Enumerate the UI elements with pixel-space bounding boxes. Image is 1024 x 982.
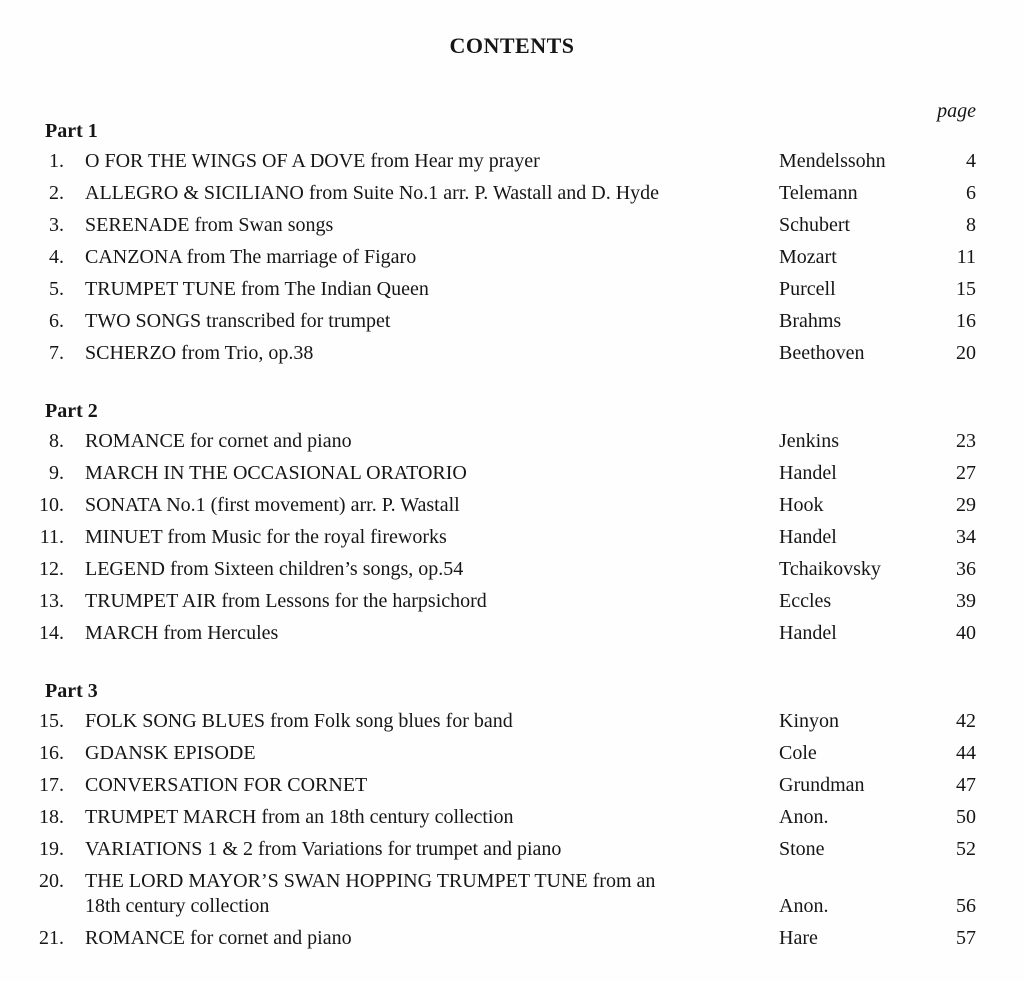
item-page: 20: [956, 342, 976, 364]
item-title: MARCH IN THE OCCASIONAL ORATORIO: [85, 462, 467, 484]
item-page: 40: [956, 622, 976, 644]
item-composer: Anon.: [779, 895, 829, 917]
item-number: 14.: [39, 622, 64, 644]
table-row: [30, 621, 976, 646]
item-page: 56: [956, 895, 976, 917]
item-title: SONATA No.1 (first movement) arr. P. Wastall: [85, 494, 460, 516]
item-composer: Grundman: [779, 774, 865, 796]
item-title: ROMANCE for cornet and piano: [85, 430, 352, 452]
item-number: 11.: [39, 526, 64, 548]
item-title-cell: [85, 773, 779, 798]
section: [30, 119, 976, 366]
item-title-cell: [85, 341, 779, 366]
item-title-cell: [85, 149, 779, 174]
table-row: [30, 181, 976, 206]
table-row: [30, 213, 976, 238]
page-column-label: page: [937, 100, 976, 122]
section-label: Part 3: [45, 680, 98, 702]
item-page: 15: [956, 278, 976, 300]
item-title: FOLK SONG BLUES from Folk song blues for band: [85, 710, 513, 732]
item-composer: Anon.: [779, 806, 829, 828]
table-row: [30, 277, 976, 302]
table-row: [30, 525, 976, 550]
item-page: 44: [956, 742, 976, 764]
item-title: ALLEGRO & SICILIANO from Suite No.1 arr. P. Wastall and D. Hyde: [85, 182, 660, 204]
item-title: TWO SONGS transcribed for trumpet: [85, 310, 391, 332]
item-title: O FOR THE WINGS OF A DOVE from Hear my prayer: [85, 150, 540, 172]
table-row: [30, 429, 976, 454]
item-page: 23: [956, 430, 976, 452]
item-number: 4.: [49, 246, 64, 268]
item-number: 16.: [39, 742, 64, 764]
table-row: [30, 309, 976, 334]
item-title-cell: [85, 589, 779, 614]
item-title-cell: [85, 181, 779, 206]
item-title: LEGEND from Sixteen children’s songs, op.54: [85, 558, 464, 580]
item-title-cell: [85, 621, 779, 646]
item-title-cell: [85, 926, 779, 951]
item-title: TRUMPET TUNE from The Indian Queen: [85, 278, 429, 300]
item-composer: Hare: [779, 927, 818, 949]
item-page: 16: [956, 310, 976, 332]
item-number: 20.: [39, 870, 64, 892]
item-composer: Brahms: [779, 310, 842, 332]
item-page: 6: [966, 182, 976, 204]
table-row: [30, 709, 976, 734]
item-number: 10.: [39, 494, 64, 516]
table-row: [30, 589, 976, 614]
item-number: 5.: [49, 278, 64, 300]
item-number: 9.: [49, 462, 64, 484]
table-row: [30, 869, 976, 919]
item-page: 39: [956, 590, 976, 612]
item-number: 13.: [39, 590, 64, 612]
item-title-cell: [85, 557, 779, 582]
item-title: VARIATIONS 1 & 2 from Variations for trumpet and piano: [85, 838, 562, 860]
item-number: 19.: [39, 838, 64, 860]
item-composer: Telemann: [779, 182, 858, 204]
item-title-cell: [85, 805, 779, 830]
table-row: [30, 741, 976, 766]
item-title-cell: [85, 493, 779, 518]
item-page: 47: [956, 774, 976, 796]
item-title: SCHERZO from Trio, op.38: [85, 342, 314, 364]
section: [30, 679, 976, 951]
item-page: 42: [956, 710, 976, 732]
table-row: [30, 341, 976, 366]
item-number: 7.: [49, 342, 64, 364]
item-title: TRUMPET AIR from Lessons for the harpsichord: [85, 590, 487, 612]
item-title: TRUMPET MARCH from an 18th century collection: [85, 806, 514, 828]
item-composer: Cole: [779, 742, 817, 764]
toc: [30, 119, 976, 951]
item-title: CANZONA from The marriage of Figaro: [85, 246, 417, 268]
item-page: 4: [966, 150, 976, 172]
item-title: GDANSK EPISODE: [85, 742, 256, 764]
item-title: ROMANCE for cornet and piano: [85, 927, 352, 949]
item-composer: Handel: [779, 622, 837, 644]
item-number: 3.: [49, 214, 64, 236]
item-page: 8: [966, 214, 976, 236]
item-title-cell: [85, 213, 779, 238]
item-composer: Stone: [779, 838, 825, 860]
item-composer: Beethoven: [779, 342, 865, 364]
item-title-cell: [85, 309, 779, 334]
table-row: [30, 245, 976, 270]
item-composer: Jenkins: [779, 430, 839, 452]
item-number: 12.: [39, 558, 64, 580]
item-page: 27: [956, 462, 976, 484]
table-row: [30, 926, 976, 951]
item-page: 50: [956, 806, 976, 828]
table-row: [30, 837, 976, 862]
table-row: [30, 805, 976, 830]
section-label: Part 1: [45, 120, 98, 142]
page-title: CONTENTS: [449, 33, 575, 58]
item-page: 34: [956, 526, 976, 548]
item-composer: Purcell: [779, 278, 836, 300]
item-composer: Handel: [779, 462, 837, 484]
item-title-cell: [85, 277, 779, 302]
item-title: CONVERSATION FOR CORNET: [85, 774, 368, 796]
item-title-cell: [85, 709, 779, 734]
table-row: [30, 149, 976, 174]
section: [30, 399, 976, 646]
item-composer: Hook: [779, 494, 824, 516]
section-label: Part 2: [45, 400, 98, 422]
item-page: 52: [956, 838, 976, 860]
item-title: MINUET from Music for the royal fireworks: [85, 526, 447, 548]
item-title: MARCH from Hercules: [85, 622, 279, 644]
item-title-cell: [85, 429, 779, 454]
item-number: 8.: [49, 430, 64, 452]
item-title-line2: 18th century collection: [85, 895, 270, 917]
table-row: [30, 773, 976, 798]
item-page: 36: [956, 558, 976, 580]
item-title-cell: [85, 245, 779, 270]
item-title-cell: [85, 525, 779, 550]
table-row: [30, 493, 976, 518]
item-composer: Kinyon: [779, 710, 839, 732]
table-row: [30, 557, 976, 582]
item-page: 29: [956, 494, 976, 516]
item-title-cell: [85, 837, 779, 862]
item-composer: Schubert: [779, 214, 851, 236]
item-number: 15.: [39, 710, 64, 732]
item-composer: Mendelssohn: [779, 150, 886, 172]
item-title-cell: [85, 461, 779, 486]
item-composer: Mozart: [779, 246, 837, 268]
item-number: 21.: [39, 927, 64, 949]
item-page: 11: [956, 246, 976, 268]
item-number: 17.: [39, 774, 64, 796]
item-composer: Handel: [779, 526, 837, 548]
item-composer: Eccles: [779, 590, 832, 612]
item-composer: Tchaikovsky: [779, 558, 881, 580]
item-page: 57: [956, 927, 976, 949]
item-number: 1.: [49, 150, 64, 172]
item-title: THE LORD MAYOR’S SWAN HOPPING TRUMPET TUNE from an: [85, 870, 656, 892]
item-number: 2.: [49, 182, 64, 204]
item-number: 18.: [39, 806, 64, 828]
table-row: [30, 461, 976, 486]
item-title: SERENADE from Swan songs: [85, 214, 334, 236]
item-title-cell: [85, 741, 779, 766]
item-title-cell: [85, 869, 779, 919]
item-number: 6.: [49, 310, 64, 332]
